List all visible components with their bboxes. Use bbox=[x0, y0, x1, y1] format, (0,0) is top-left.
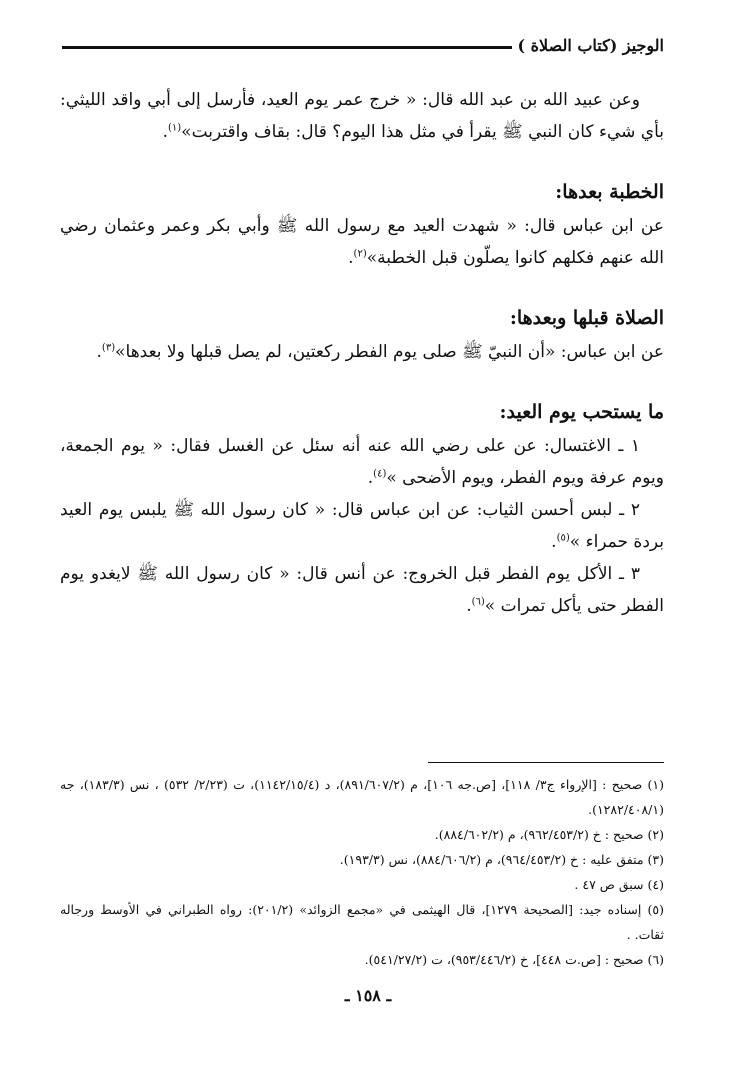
paragraph-reading-in-eid: وعن عبيد الله بن عبد الله قال: « خرج عمر يوم العيد، فأرسل إلى أبي واقد الليثي: بأي شيء كان النبي ﷺ يقرأ في مثل هذا اليوم؟ قال: بقاف واقتربت»$^{(١)}$. bbox=[60, 90, 664, 142]
list-item-ghusl: ١ ـ الاغتسال: عن على رضي الله عنه أنه سئل عن الغسل فقال: « يوم الجمعة، ويوم عرفة ويوم الفطر، ويوم الأضحى »$^{(٤)}$. bbox=[60, 436, 664, 488]
footnote-4: (٤) سبق ص ٤٧ . bbox=[574, 877, 664, 892]
paragraph-text: وعن عبيد الله بن عبد الله قال: « خرج عمر يوم العيد، فأرسل إلى أبي واقد الليثي: بأي شيء كان النبي ﷺ يقرأ في مثل هذا اليوم؟ قال: بقاف واقتربت» bbox=[60, 90, 664, 142]
list-item-text: ١ ـ الاغتسال: عن على رضي الله عنه أنه سئل عن الغسل فقال: « يوم الجمعة، ويوم عرفة ويوم الفطر، ويوم الأضحى » bbox=[60, 436, 664, 488]
footnote-1: (١) صحيح : [الإرواء ج٣/ ١١٨]، [ص.جه ١٠٦]، م (٨٩١/٦٠٧/٢)، د (١١٤٢/١٥/٤)، ت (٢/٢٣/ ٥٣٢) ، نس (١٨٣/٣)، جه (١٢٨٢/٤٠٨/١). bbox=[60, 777, 665, 817]
page-number: ـ ١٥٨ ـ bbox=[344, 986, 392, 1005]
section-heading-prayer-before-after: الصلاة قبلها وبعدها: bbox=[509, 307, 664, 329]
paragraph-text: عن ابن عباس: «أن النبيّ ﷺ صلى يوم الفطر ركعتين، لم يصل قبلها ولا بعدها» bbox=[115, 342, 664, 362]
footnote-ref[interactable]: (٣) bbox=[101, 342, 116, 354]
footnote-2: (٢) صحيح : خ (٩٦٢/٤٥٣/٢)، م (٨٨٤/٦٠٢/٢). bbox=[434, 827, 664, 842]
footnote-ref[interactable]: (٢) bbox=[353, 248, 367, 260]
paragraph-text: عن ابن عباس قال: « شهدت العيد مع رسول الله ﷺ وأبي بكر وعمر وعثمان رضي الله عنهم فكلهم كانوا يصلّون قبل الخطبة» bbox=[60, 216, 664, 268]
list-item-text: ٢ ـ لبس أحسن الثياب: عن ابن عباس قال: « كان رسول الله ﷺ يلبس يوم العيد بردة حمراء » bbox=[60, 500, 664, 552]
footnote-ref[interactable]: (٦) bbox=[471, 596, 485, 608]
section-heading-khutba: الخطبة بعدها: bbox=[555, 181, 664, 203]
list-item-clothes: ٢ ـ لبس أحسن الثياب: عن ابن عباس قال: « كان رسول الله ﷺ يلبس يوم العيد بردة حمراء »$^{(٥)}$. bbox=[60, 500, 664, 552]
footnote-ref[interactable]: (٤) bbox=[373, 468, 387, 480]
header-title: الوجيز (كتاب الصلاة ) bbox=[517, 35, 664, 55]
running-header bbox=[62, 30, 664, 60]
main-text bbox=[60, 84, 664, 622]
footnote-3: (٣) متفق عليه : خ (٩٦٤/٤٥٣/٢)، م (٨٨٤/٦٠٦/٢)، نس (١٩٣/٣). bbox=[339, 852, 664, 867]
section-heading-recommended: ما يستحب يوم العيد: bbox=[499, 401, 664, 423]
footnote-separator bbox=[428, 762, 664, 763]
list-item-text: ٣ ـ الأكل يوم الفطر قبل الخروج: عن أنس قال: « كان رسول الله ﷺ لايغدو يوم الفطر حتى يأكل تمرات » bbox=[60, 564, 664, 616]
header-rule bbox=[62, 46, 512, 49]
footnote-ref[interactable]: (١) bbox=[167, 122, 182, 134]
footnote-ref[interactable]: (٥) bbox=[556, 532, 570, 544]
footnote-5: (٥) إسناده جيد: [الصحيحة ١٢٧٩]، قال الهيثمى في «مجمع الزوائد» (٢٠١/٢): رواه الطبراني في الأوسط ورجاله ثقات. . bbox=[60, 902, 665, 942]
footnotes bbox=[60, 772, 664, 972]
paragraph-khutba: عن ابن عباس قال: « شهدت العيد مع رسول الله ﷺ وأبي بكر وعمر وعثمان رضي الله عنهم فكلهم كانوا يصلّون قبل الخطبة»$^{(٢)}$. bbox=[60, 216, 664, 268]
list-item-eating: ٣ ـ الأكل يوم الفطر قبل الخروج: عن أنس قال: « كان رسول الله ﷺ لايغدو يوم الفطر حتى يأكل تمرات »$^{(٦)}$. bbox=[60, 564, 664, 616]
footnote-6: (٦) صحيح : [ص.ت ٤٤٨]، خ (٩٥٣/٤٤٦/٢)، ت (٥٤١/٢٧/٢). bbox=[364, 952, 664, 967]
paragraph-prayer-before-after: عن ابن عباس: «أن النبيّ ﷺ صلى يوم الفطر ركعتين، لم يصل قبلها ولا بعدها»$^{(٣)}$. bbox=[96, 342, 664, 362]
